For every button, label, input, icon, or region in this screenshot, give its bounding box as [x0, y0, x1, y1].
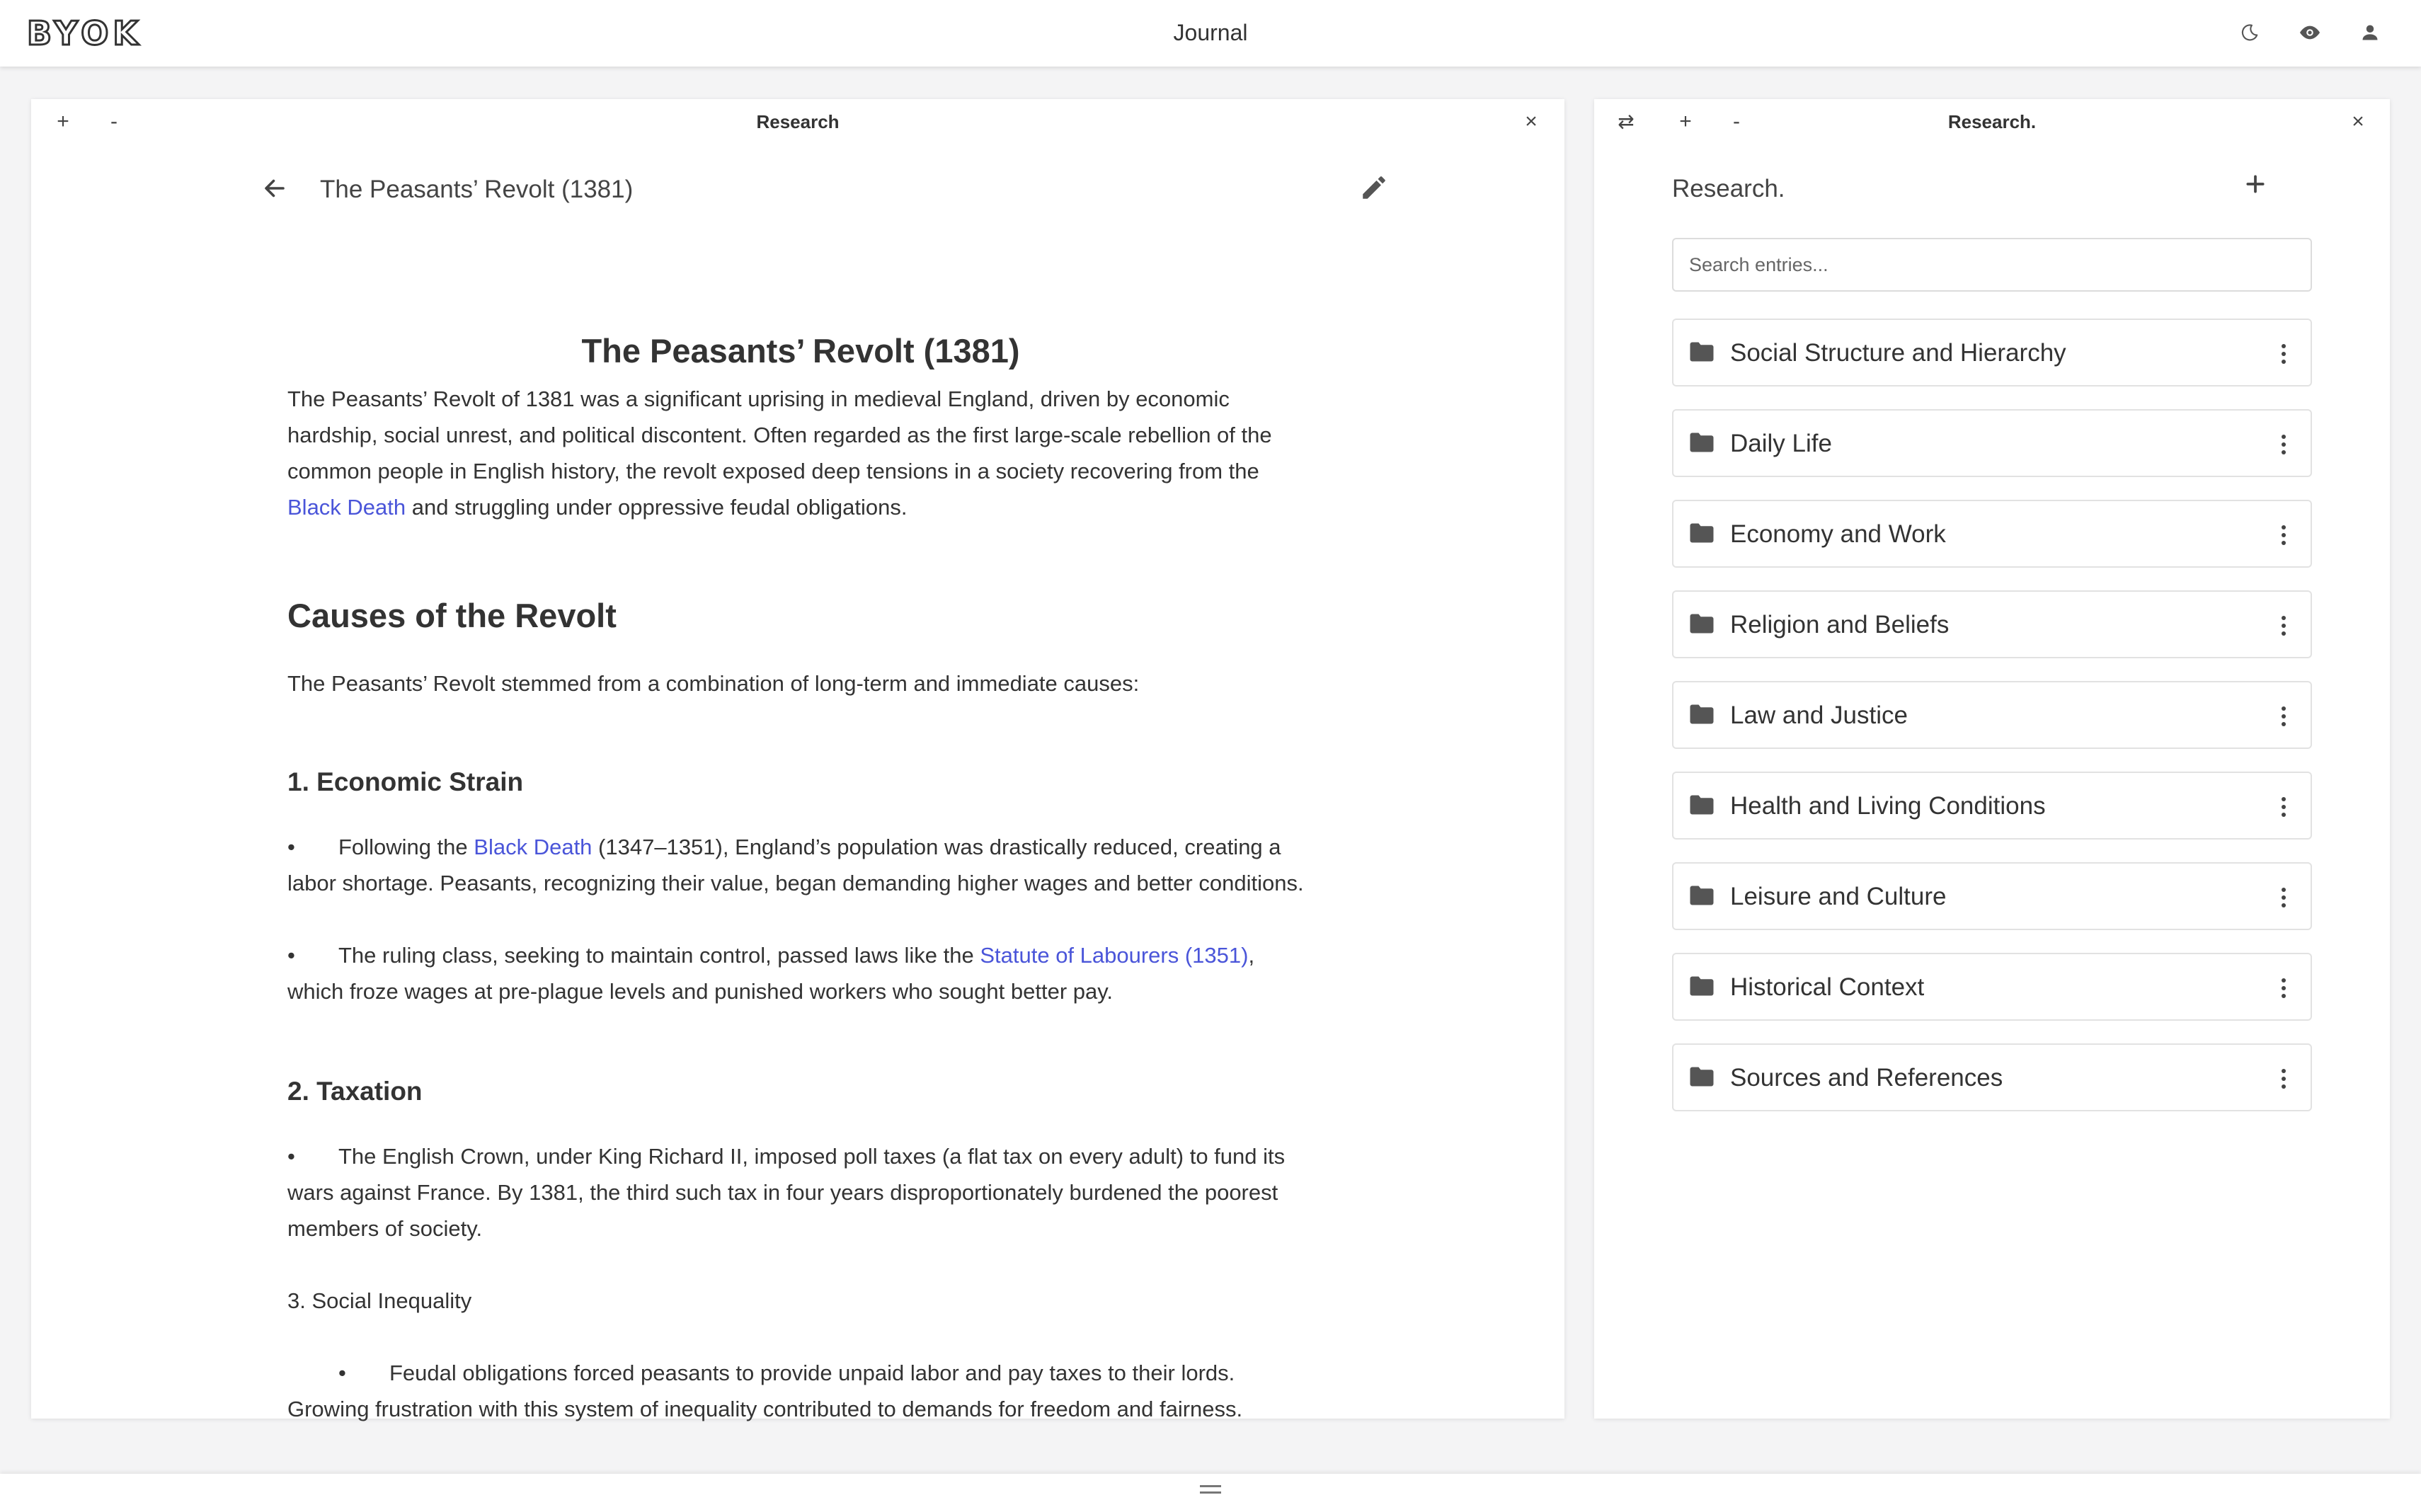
pencil-icon[interactable] [1359, 173, 1389, 206]
document-title: The Peasants’ Revolt (1381) [581, 332, 1020, 370]
close-panel-button[interactable]: × [1525, 110, 1538, 133]
document-header [236, 156, 1412, 227]
zoom-in-button[interactable]: + [1679, 110, 1692, 133]
folder-item[interactable] [1672, 1043, 2312, 1111]
folder-label: Leisure and Culture [1730, 883, 1947, 910]
folder-label: Economy and Work [1730, 520, 1946, 548]
folder-label: Health and Living Conditions [1730, 792, 2046, 820]
document-header-title: The Peasants’ Revolt (1381) [320, 176, 634, 203]
folder-icon [1689, 1066, 1715, 1091]
list-item [287, 937, 1314, 1009]
folder-label: Social Structure and Hierarchy [1730, 339, 2066, 367]
folder-item[interactable] [1672, 409, 2312, 477]
bullet-text: Following the [338, 835, 474, 859]
folder-icon [1689, 341, 1715, 366]
panel-title: Research [756, 111, 840, 132]
list-item [287, 1138, 1314, 1247]
more-options-icon[interactable] [2278, 1063, 2289, 1094]
causes-intro: The Peasants’ Revolt stemmed from a combination of long-term and immediate causes: [287, 671, 1140, 696]
list-item [287, 1355, 1314, 1427]
folder-list [1672, 319, 2312, 1134]
back-arrow-icon[interactable] [262, 176, 287, 205]
more-options-icon[interactable] [2278, 791, 2289, 823]
black-death-link[interactable]: Black Death [287, 495, 406, 520]
taxation-heading: 2. Taxation [287, 1077, 423, 1106]
intro-text-end: and struggling under oppressive feudal obligations. [406, 495, 908, 520]
folder-label: Religion and Beliefs [1730, 611, 1950, 638]
bottom-bar [0, 1474, 2421, 1512]
panel-title: Research. [1947, 111, 2037, 132]
folder-item[interactable] [1672, 772, 2312, 840]
close-panel-button[interactable]: × [2352, 110, 2364, 133]
more-options-icon[interactable] [2278, 701, 2289, 732]
folder-icon [1689, 704, 1715, 728]
more-options-icon[interactable] [2278, 882, 2289, 913]
bullet-text: Feudal obligations forced peasants to provide unpaid labor and pay taxes to their lords. Growing frustration with this system of inequality contributed to demands for freedom and fairness. [287, 1361, 1243, 1421]
folder-item[interactable] [1672, 590, 2312, 658]
folder-icon [1689, 794, 1715, 819]
folder-label: Sources and References [1730, 1064, 2003, 1092]
bullet-text-end: (1347–1351), England’s population was drastically reduced, creating a labor shortage. Peasants, recognizing their value, began demanding higher wages and better conditions. [287, 835, 1304, 895]
statute-of-labourers-link[interactable]: Statute of Labourers (1351) [980, 943, 1249, 968]
drawer-handle-icon[interactable] [1200, 1485, 1221, 1499]
bullet: • [287, 1144, 295, 1169]
search-input[interactable] [1672, 238, 2312, 292]
folder-label: Historical Context [1730, 973, 1925, 1001]
economic-strain-heading: 1. Economic Strain [287, 767, 524, 796]
folder-item[interactable] [1672, 500, 2312, 568]
zoom-in-button[interactable]: + [57, 110, 69, 133]
folder-item[interactable] [1672, 681, 2312, 749]
intro-paragraph [287, 381, 1314, 525]
research-folders-panel [1594, 99, 2390, 1419]
swap-panels-button[interactable]: ⇄ [1618, 110, 1635, 132]
bullet-text: The ruling class, seeking to maintain control, passed laws like the [338, 943, 980, 968]
bullet: • [287, 943, 295, 968]
list-item [287, 829, 1314, 901]
folder-item[interactable] [1672, 953, 2312, 1021]
moon-icon[interactable] [2237, 20, 2262, 45]
folders-heading: Research. [1672, 175, 1785, 202]
zoom-out-button[interactable]: - [1733, 110, 1740, 133]
more-options-icon[interactable] [2278, 610, 2289, 641]
eye-icon[interactable] [2297, 20, 2323, 45]
bullet: • [338, 1361, 346, 1385]
folder-icon [1689, 432, 1715, 457]
black-death-link[interactable]: Black Death [474, 835, 593, 859]
bullet: • [287, 835, 295, 859]
folder-label: Law and Justice [1730, 701, 1908, 729]
more-options-icon[interactable] [2278, 520, 2289, 551]
zoom-out-button[interactable]: - [110, 110, 118, 133]
more-options-icon[interactable] [2278, 429, 2289, 460]
app-title: Journal [1173, 20, 1248, 45]
folder-item[interactable] [1672, 319, 2312, 386]
social-inequality-heading: 3. Social Inequality [287, 1288, 472, 1313]
bullet-text: The English Crown, under King Richard II, imposed poll taxes (a flat tax on every adult) to fund its wars against France. By 1381, the third such tax in four years disproportionately burdened the poorest members of society. [287, 1144, 1286, 1241]
folder-icon [1689, 885, 1715, 910]
folder-label: Daily Life [1730, 430, 1832, 457]
user-icon[interactable] [2357, 20, 2383, 45]
app-logo[interactable]: BYOK [27, 14, 142, 52]
folder-icon [1689, 975, 1715, 1000]
more-options-icon[interactable] [2278, 973, 2289, 1004]
more-options-icon[interactable] [2278, 338, 2289, 370]
bullet-text-end: , which froze wages at pre-plague levels and punished workers who sought better pay. [287, 943, 1255, 1004]
research-document-panel [31, 99, 1564, 1419]
document-body [287, 227, 1314, 1427]
intro-text: The Peasants’ Revolt of 1381 was a significant uprising in medieval England, driven by economic hardship, social unrest, and political discontent. Often regarded as the first large-scale rebellion of the common people in English history, the revolt exposed deep tensions in a society recovering from the [287, 386, 1272, 483]
folder-icon [1689, 613, 1715, 638]
top-bar [0, 0, 2421, 67]
folder-icon [1689, 522, 1715, 547]
add-entry-button[interactable] [2244, 173, 2267, 199]
folder-item[interactable] [1672, 862, 2312, 930]
causes-heading: Causes of the Revolt [287, 597, 617, 634]
